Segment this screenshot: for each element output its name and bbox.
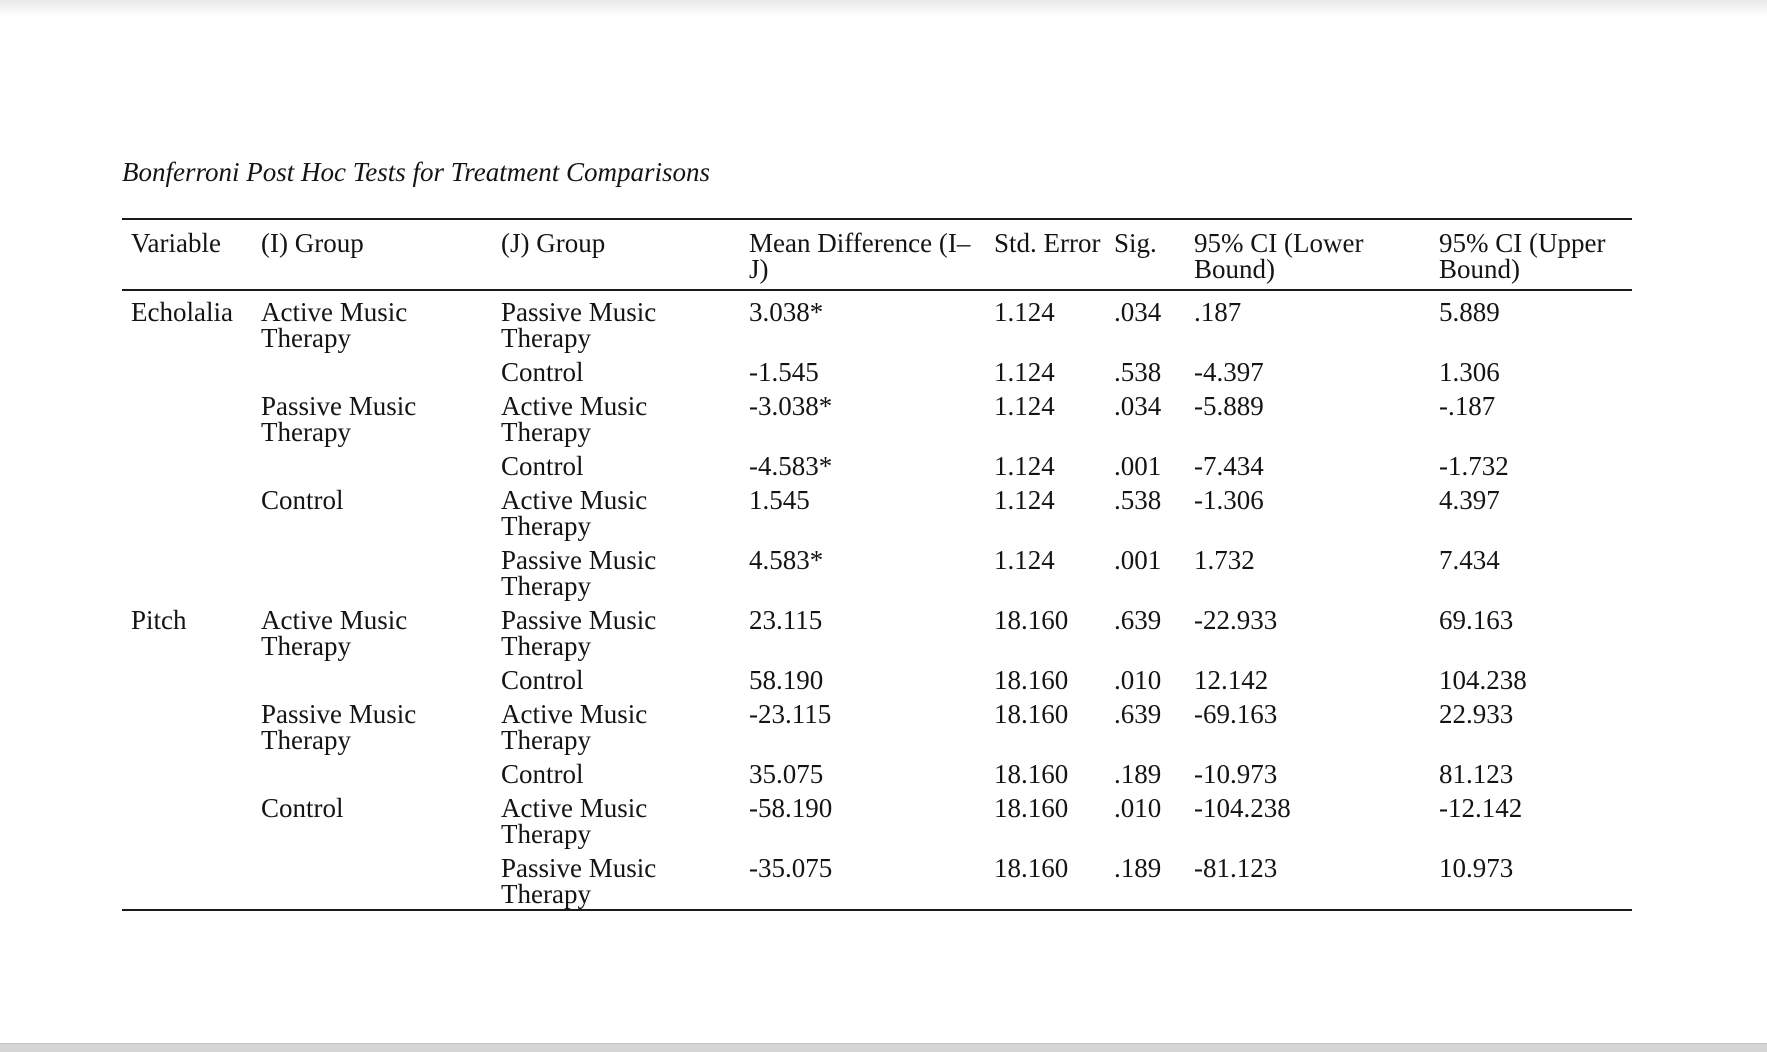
cell-variable: Echolalia bbox=[131, 297, 233, 327]
col-header-mean-difference: Mean Difference (I–J) bbox=[740, 219, 985, 290]
cell-std-error: 18.160 bbox=[994, 793, 1069, 823]
cell-sig: .001 bbox=[1114, 451, 1162, 481]
col-header-j-group: (J) Group bbox=[492, 219, 740, 290]
cell-ci-upper: 4.397 bbox=[1439, 485, 1500, 515]
table-row bbox=[122, 351, 1632, 385]
cell-std-error: 18.160 bbox=[994, 853, 1069, 883]
cell-i-group: Control bbox=[261, 793, 344, 823]
cell-j-group: Control bbox=[501, 665, 584, 695]
cell-i-group: Passive Music Therapy bbox=[261, 699, 417, 755]
cell-mean-diff: 35.075 bbox=[749, 759, 824, 789]
cell-std-error: 18.160 bbox=[994, 605, 1069, 635]
cell-j-group: Passive Music Therapy bbox=[501, 545, 657, 601]
cell-j-group: Passive Music Therapy bbox=[501, 605, 657, 661]
cell-ci-lower: -5.889 bbox=[1194, 391, 1264, 421]
cell-mean-diff: -1.545 bbox=[749, 357, 819, 387]
cell-sig: .034 bbox=[1114, 297, 1162, 327]
cell-mean-diff: -3.038* bbox=[749, 391, 833, 421]
cell-ci-upper: 22.933 bbox=[1439, 699, 1514, 729]
cell-sig: .189 bbox=[1114, 759, 1162, 789]
cell-variable bbox=[122, 479, 252, 539]
cell-std-error: 1.124 bbox=[994, 357, 1055, 387]
cell-ci-upper: 1.306 bbox=[1439, 357, 1500, 387]
cell-i-group bbox=[252, 753, 492, 787]
cell-variable bbox=[122, 787, 252, 847]
cell-variable bbox=[122, 847, 252, 910]
cell-ci-lower: -81.123 bbox=[1194, 853, 1278, 883]
cell-sig: .639 bbox=[1114, 605, 1162, 635]
table-row bbox=[122, 659, 1632, 693]
cell-mean-diff: 1.545 bbox=[749, 485, 810, 515]
table-title: Bonferroni Post Hoc Tests for Treatment Comparisons bbox=[122, 157, 711, 187]
cell-j-group: Control bbox=[501, 451, 584, 481]
cell-sig: .001 bbox=[1114, 545, 1162, 575]
cell-j-group: Active Music Therapy bbox=[501, 391, 648, 447]
cell-i-group: Active Music Therapy bbox=[261, 297, 408, 353]
col-header-i-group: (I) Group bbox=[252, 219, 492, 290]
cell-variable bbox=[122, 659, 252, 693]
cell-std-error: 1.124 bbox=[994, 485, 1055, 515]
cell-j-group: Active Music Therapy bbox=[501, 699, 648, 755]
cell-sig: .538 bbox=[1114, 357, 1162, 387]
table-row bbox=[122, 693, 1632, 753]
cell-ci-upper: 69.163 bbox=[1439, 605, 1514, 635]
page-top-edge bbox=[0, 0, 1767, 16]
cell-variable bbox=[122, 351, 252, 385]
cell-sig: .538 bbox=[1114, 485, 1162, 515]
cell-mean-diff: 23.115 bbox=[749, 605, 823, 635]
cell-mean-diff: 3.038* bbox=[749, 297, 824, 327]
cell-variable: Pitch bbox=[131, 605, 187, 635]
cell-ci-upper: 5.889 bbox=[1439, 297, 1500, 327]
table-body bbox=[122, 290, 1632, 910]
cell-sig: .010 bbox=[1114, 665, 1162, 695]
cell-i-group bbox=[252, 847, 492, 910]
cell-mean-diff: -23.115 bbox=[749, 699, 832, 729]
col-header-variable: Variable bbox=[122, 219, 252, 290]
cell-ci-upper: 10.973 bbox=[1439, 853, 1514, 883]
cell-ci-upper: -.187 bbox=[1439, 391, 1496, 421]
table-row bbox=[122, 787, 1632, 847]
cell-ci-lower: 1.732 bbox=[1194, 545, 1255, 575]
col-header-sig: Sig. bbox=[1105, 219, 1185, 290]
cell-variable bbox=[122, 385, 252, 445]
cell-i-group bbox=[252, 539, 492, 599]
cell-sig: .010 bbox=[1114, 793, 1162, 823]
cell-i-group bbox=[252, 351, 492, 385]
cell-ci-upper: -12.142 bbox=[1439, 793, 1523, 823]
cell-mean-diff: -35.075 bbox=[749, 853, 833, 883]
cell-ci-upper: 7.434 bbox=[1439, 545, 1500, 575]
cell-mean-diff: 4.583* bbox=[749, 545, 824, 575]
col-header-std-error: Std. Error bbox=[985, 219, 1105, 290]
header-row bbox=[122, 219, 1632, 290]
table-row bbox=[122, 479, 1632, 539]
cell-i-group bbox=[252, 445, 492, 479]
cell-variable bbox=[122, 445, 252, 479]
table-row bbox=[122, 847, 1632, 910]
cell-ci-upper: 104.238 bbox=[1439, 665, 1527, 695]
cell-i-group bbox=[252, 659, 492, 693]
cell-ci-lower: -69.163 bbox=[1194, 699, 1278, 729]
cell-i-group: Passive Music Therapy bbox=[261, 391, 417, 447]
cell-std-error: 18.160 bbox=[994, 759, 1069, 789]
cell-ci-lower: -1.306 bbox=[1194, 485, 1264, 515]
cell-ci-upper: -1.732 bbox=[1439, 451, 1509, 481]
cell-sig: .034 bbox=[1114, 391, 1162, 421]
cell-variable bbox=[122, 539, 252, 599]
cell-sig: .189 bbox=[1114, 853, 1162, 883]
cell-j-group: Control bbox=[501, 357, 584, 387]
cell-i-group: Control bbox=[261, 485, 344, 515]
cell-ci-lower: -104.238 bbox=[1194, 793, 1291, 823]
cell-std-error: 1.124 bbox=[994, 297, 1055, 327]
cell-std-error: 1.124 bbox=[994, 451, 1055, 481]
table-row bbox=[122, 753, 1632, 787]
table-row bbox=[122, 290, 1632, 351]
table-row bbox=[122, 539, 1632, 599]
cell-ci-lower: 12.142 bbox=[1194, 665, 1269, 695]
cell-std-error: 1.124 bbox=[994, 391, 1055, 421]
cell-ci-upper: 81.123 bbox=[1439, 759, 1514, 789]
cell-i-group: Active Music Therapy bbox=[261, 605, 408, 661]
cell-ci-lower: -10.973 bbox=[1194, 759, 1278, 789]
cell-ci-lower: .187 bbox=[1194, 297, 1242, 327]
page-bottom-edge bbox=[0, 1043, 1767, 1052]
cell-std-error: 1.124 bbox=[994, 545, 1055, 575]
cell-j-group: Passive Music Therapy bbox=[501, 297, 657, 353]
cell-variable bbox=[122, 753, 252, 787]
table-row bbox=[122, 599, 1632, 659]
cell-mean-diff: -58.190 bbox=[749, 793, 833, 823]
col-header-ci-upper: 95% CI (Upper Bound) bbox=[1430, 219, 1632, 290]
cell-j-group: Control bbox=[501, 759, 584, 789]
cell-j-group: Passive Music Therapy bbox=[501, 853, 657, 909]
table-row bbox=[122, 385, 1632, 445]
col-header-ci-lower: 95% CI (Lower Bound) bbox=[1185, 219, 1430, 290]
cell-std-error: 18.160 bbox=[994, 699, 1069, 729]
table-header bbox=[122, 219, 1632, 290]
cell-mean-diff: 58.190 bbox=[749, 665, 824, 695]
cell-ci-lower: -4.397 bbox=[1194, 357, 1264, 387]
table-row bbox=[122, 445, 1632, 479]
cell-j-group: Active Music Therapy bbox=[501, 485, 648, 541]
posthoc-table bbox=[122, 218, 1632, 911]
cell-std-error: 18.160 bbox=[994, 665, 1069, 695]
cell-sig: .639 bbox=[1114, 699, 1162, 729]
cell-ci-lower: -22.933 bbox=[1194, 605, 1278, 635]
cell-j-group: Active Music Therapy bbox=[501, 793, 648, 849]
cell-mean-diff: -4.583* bbox=[749, 451, 833, 481]
cell-variable bbox=[122, 693, 252, 753]
document-content bbox=[122, 156, 1642, 911]
cell-ci-lower: -7.434 bbox=[1194, 451, 1264, 481]
